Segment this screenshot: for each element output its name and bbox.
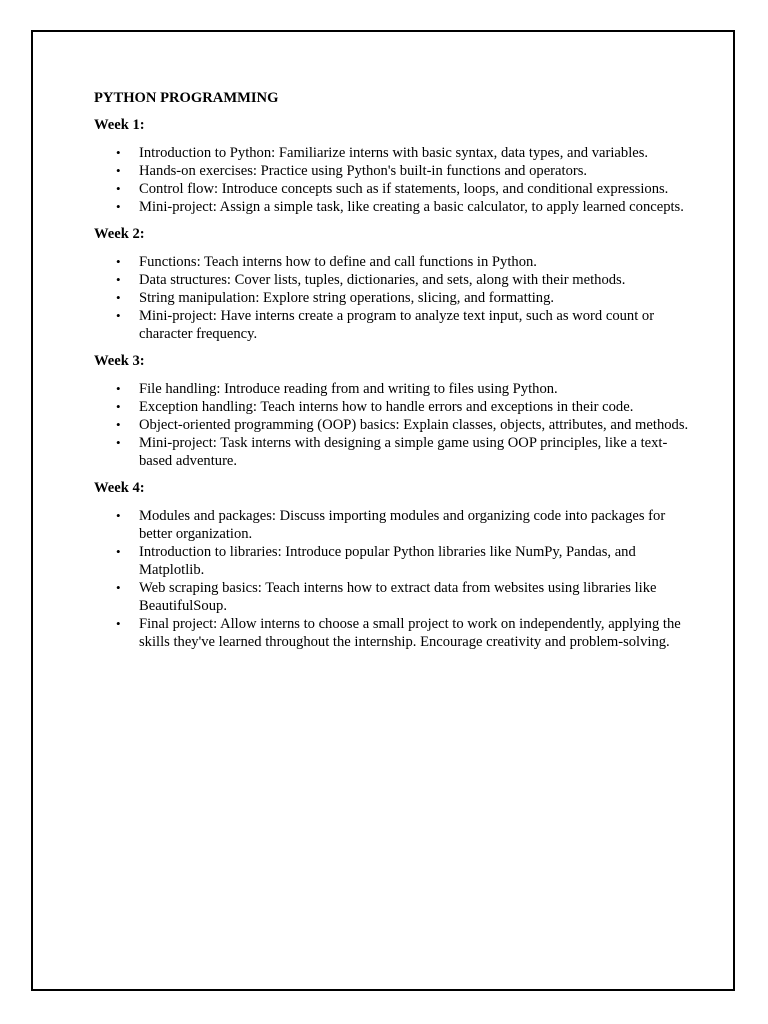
list-item-text: Control flow: Introduce concepts such as if statements, loops, and conditional expressions. [139, 181, 669, 197]
list-item-text: Modules and packages: Discuss importing modules and organizing code into packages for better organization. [139, 508, 666, 542]
page-title: PYTHON PROGRAMMING [94, 90, 279, 106]
week-item-list [94, 144, 694, 216]
list-item [94, 144, 694, 162]
list-item [94, 380, 694, 398]
bullet-icon: • [116, 272, 121, 287]
bullet-icon: • [116, 290, 121, 305]
bullet-icon: • [116, 199, 121, 214]
list-item [94, 398, 694, 416]
bullet-icon: • [116, 181, 121, 196]
list-item [94, 307, 694, 343]
list-item-text: Final project: Allow interns to choose a small project to work on independently, applying the skills they've learned throughout the internship. Encourage creativity and problem-solving. [139, 616, 681, 650]
bullet-icon: • [116, 308, 121, 323]
list-item [94, 289, 694, 307]
list-item [94, 416, 694, 434]
list-item [94, 579, 694, 615]
bullet-icon: • [116, 435, 121, 450]
week-section-4 [94, 479, 694, 651]
week-section-2 [94, 225, 694, 343]
list-item [94, 507, 694, 543]
list-item-text: File handling: Introduce reading from and writing to files using Python. [139, 381, 558, 397]
list-item [94, 434, 694, 470]
list-item-text: Mini-project: Task interns with designing a simple game using OOP principles, like a text-based adventure. [139, 435, 668, 469]
list-item-text: Functions: Teach interns how to define and call functions in Python. [139, 254, 537, 270]
list-item-text: Exception handling: Teach interns how to handle errors and exceptions in their code. [139, 399, 634, 415]
list-item-text: Data structures: Cover lists, tuples, dictionaries, and sets, along with their methods. [139, 272, 626, 288]
bullet-icon: • [116, 399, 121, 414]
list-item [94, 271, 694, 289]
document-page [31, 30, 735, 991]
bullet-icon: • [116, 145, 121, 160]
list-item [94, 162, 694, 180]
week-item-list [94, 507, 694, 651]
list-item-text: Hands-on exercises: Practice using Python's built-in functions and operators. [139, 163, 588, 179]
list-item-text: Mini-project: Assign a simple task, like creating a basic calculator, to apply learned concepts. [139, 199, 684, 215]
list-item-text: Object-oriented programming (OOP) basics: Explain classes, objects, attributes, and methods. [139, 417, 689, 433]
list-item-text: String manipulation: Explore string operations, slicing, and formatting. [139, 290, 555, 306]
list-item [94, 543, 694, 579]
document-content [94, 89, 694, 660]
list-item-text: Web scraping basics: Teach interns how to extract data from websites using libraries like BeautifulSoup. [139, 580, 657, 614]
bullet-icon: • [116, 616, 121, 631]
bullet-icon: • [116, 580, 121, 595]
week-heading: Week 3: [94, 353, 145, 369]
bullet-icon: • [116, 544, 121, 559]
week-item-list [94, 380, 694, 470]
bullet-icon: • [116, 417, 121, 432]
list-item-text: Mini-project: Have interns create a program to analyze text input, such as word count or character frequency. [139, 308, 655, 342]
week-section-1 [94, 116, 694, 216]
week-section-3 [94, 352, 694, 470]
list-item [94, 615, 694, 651]
list-item-text: Introduction to libraries: Introduce popular Python libraries like NumPy, Pandas, and Matplotlib. [139, 544, 636, 578]
bullet-icon: • [116, 163, 121, 178]
list-item-text: Introduction to Python: Familiarize interns with basic syntax, data types, and variables. [139, 145, 649, 161]
list-item [94, 198, 694, 216]
bullet-icon: • [116, 254, 121, 269]
week-heading: Week 4: [94, 480, 145, 496]
bullet-icon: • [116, 508, 121, 523]
week-heading: Week 2: [94, 226, 145, 242]
list-item [94, 253, 694, 271]
bullet-icon: • [116, 381, 121, 396]
week-item-list [94, 253, 694, 343]
week-heading: Week 1: [94, 117, 145, 133]
list-item [94, 180, 694, 198]
